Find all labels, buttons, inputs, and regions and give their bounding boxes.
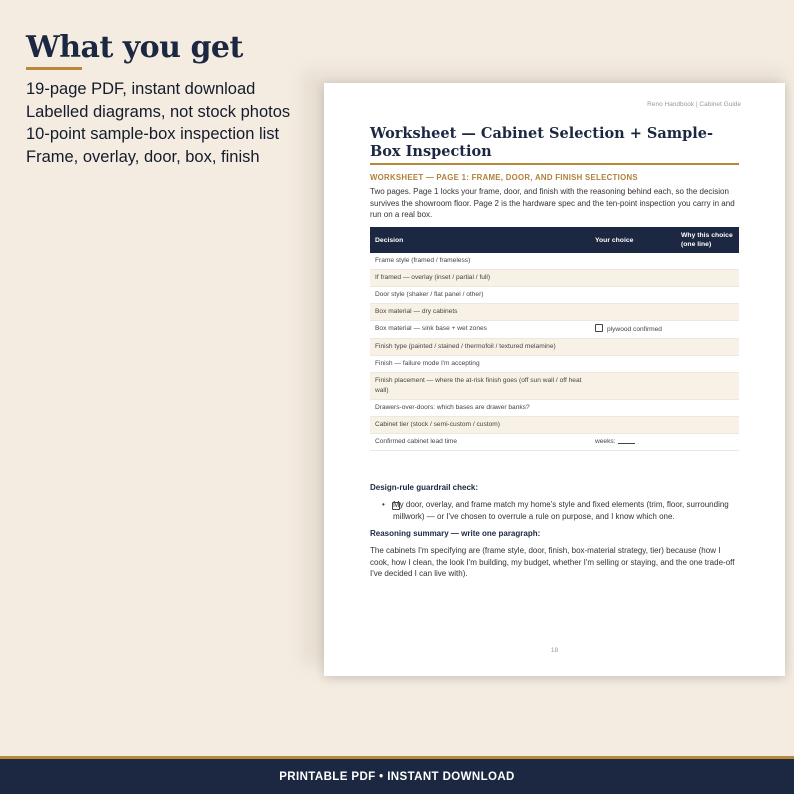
- choice-cell: [590, 417, 676, 434]
- intro-paragraph: Two pages. Page 1 locks your frame, door, and finish with the reasoning behind each, so the decision survives the showroom floor. Page 2 is the hardware spec and the ten-point inspection you carry in and run on a real box.: [370, 187, 735, 220]
- decision-cell: Confirmed cabinet lead time: [370, 434, 590, 451]
- choice-cell: [590, 253, 676, 270]
- table-header-row: [370, 227, 739, 253]
- feature-item: 19-page PDF, instant download: [26, 80, 256, 98]
- why-cell: [676, 287, 739, 304]
- choice-cell: [590, 270, 676, 287]
- decision-cell: Finish placement — where the at-risk finish goes (off sun wall / off heat wall): [370, 373, 590, 400]
- column-header-choice: Your choice: [590, 227, 676, 253]
- choice-cell: [590, 304, 676, 321]
- why-cell: [676, 339, 739, 356]
- choice-cell: [590, 400, 676, 417]
- why-cell: [676, 356, 739, 373]
- table-row: [370, 270, 739, 287]
- footer-banner: [0, 759, 794, 794]
- decision-cell: Frame style (framed / frameless): [370, 253, 590, 270]
- table-row: [370, 304, 739, 321]
- decision-cell: Cabinet tier (stock / semi-custom / custom): [370, 417, 590, 434]
- table-row: [370, 373, 739, 400]
- why-cell: [676, 400, 739, 417]
- decision-cell: Drawers-over-doors: which bases are drawer banks?: [370, 400, 590, 417]
- feature-list: [26, 78, 290, 168]
- decision-cell: Door style (shaker / flat panel / other): [370, 287, 590, 304]
- choice-text: weeks:: [595, 438, 616, 445]
- why-cell: [676, 417, 739, 434]
- table-row: [370, 287, 739, 304]
- table-row: [370, 400, 739, 417]
- choice-text: plywood confirmed: [607, 326, 662, 333]
- title-underline: [26, 67, 82, 70]
- footer-text: PRINTABLE PDF • INSTANT DOWNLOAD: [279, 770, 515, 783]
- why-cell: [676, 253, 739, 270]
- feature-item: Frame, overlay, door, box, finish: [26, 147, 260, 166]
- why-cell: [676, 304, 739, 321]
- page-number: 18: [550, 647, 559, 654]
- table-row: [370, 321, 739, 339]
- worksheet-page-preview: [324, 83, 785, 676]
- summary-paragraph: The cabinets I'm specifying are (frame style, door, finish, box-material strategy, tier) because (how I cook, how I clean, the look I'm building, my budget, whether I'm selling or staying, and the one trade-off I've decided I can live with).: [370, 546, 735, 579]
- decision-cell: Finish — failure mode I'm accepting: [370, 356, 590, 373]
- decision-cell: If framed — overlay (inset / partial / full): [370, 270, 590, 287]
- choice-cell: [590, 356, 676, 373]
- worksheet-title: Worksheet — Cabinet Selection + Sample-Box Inspection: [370, 125, 714, 160]
- choice-cell: [590, 434, 676, 451]
- table-row: [370, 417, 739, 434]
- choice-cell: [590, 373, 676, 400]
- why-cell: [676, 434, 739, 451]
- choice-cell: [590, 287, 676, 304]
- summary-heading: Reasoning summary — write one paragraph:: [370, 529, 541, 538]
- feature-item: Labelled diagrams, not stock photos: [26, 102, 291, 121]
- hero-title: What you get: [26, 30, 243, 65]
- column-header-decision: Decision: [370, 227, 590, 253]
- choice-cell: [590, 321, 676, 339]
- decision-cell: Box material — dry cabinets: [370, 304, 590, 321]
- decision-cell: Finish type (painted / stained / thermofoil / textured melamine): [370, 339, 590, 356]
- guardrail-heading: Design-rule guardrail check:: [370, 483, 479, 492]
- running-header: Reno Handbook | Cabinet Guide: [647, 101, 741, 108]
- blank-line: [618, 437, 635, 444]
- table-row: [370, 434, 739, 451]
- why-cell: [676, 373, 739, 400]
- title-rule: [370, 163, 739, 165]
- guardrail-text: My door, overlay, and frame match my home's style and fixed elements (trim, floor, surrounding millwork) — or I've chosen to overrule a rule on purpose, and I know which one.: [393, 500, 729, 521]
- guardrail-item: [370, 499, 740, 522]
- bullet-icon: •: [382, 500, 385, 509]
- table-row: [370, 339, 739, 356]
- choice-cell: [590, 339, 676, 356]
- feature-item: 10-point sample-box inspection list: [26, 125, 280, 143]
- checkbox-icon: [392, 502, 400, 510]
- column-header-why: Why this choice (one line): [676, 227, 739, 253]
- why-cell: [676, 270, 739, 287]
- decision-table: [370, 227, 739, 451]
- table-row: [370, 253, 739, 270]
- checkbox-icon: [595, 324, 603, 332]
- section-heading: WORKSHEET — PAGE 1: FRAME, DOOR, AND FINISH SELECTIONS: [370, 173, 638, 182]
- why-cell: [676, 321, 739, 339]
- table-row: [370, 356, 739, 373]
- decision-cell: Box material — sink base + wet zones: [370, 321, 590, 339]
